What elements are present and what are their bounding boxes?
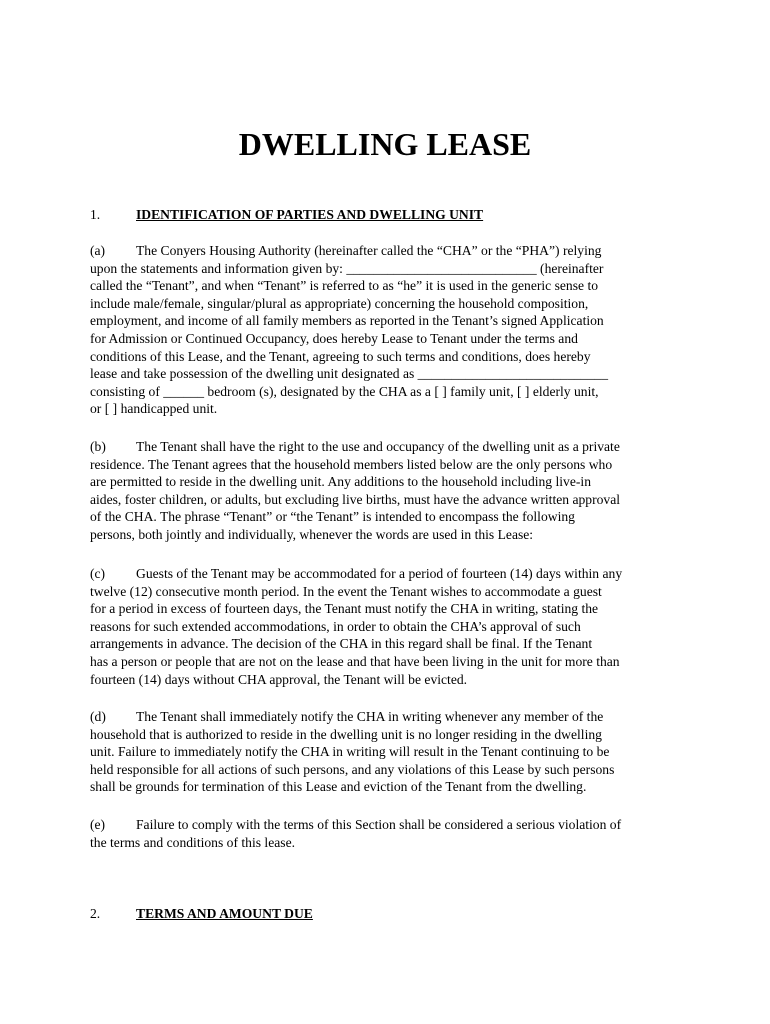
section-2-number: 2. <box>90 906 101 921</box>
paragraph-line: residence. The Tenant agrees that the household members listed below are the only persons who <box>90 456 613 472</box>
paragraph-line: are permitted to reside in the dwelling unit. Any additions to the household including live-in <box>90 474 591 490</box>
paragraph-line: arrangements in advance. The decision of the CHA in this regard shall be final. If the Tenant <box>90 636 593 652</box>
paragraph-line: upon the statements and information given by: ____________________________ (hereinafter <box>90 260 604 276</box>
paragraph-e <box>90 816 690 851</box>
paragraph-line: for Admission or Continued Occupancy, does hereby Lease to Tenant under the terms and <box>90 330 578 346</box>
paragraph-line: held responsible for all actions of such persons, and any violations of this Lease by such persons <box>90 761 615 777</box>
paragraph-line: lease and take possession of the dwelling unit designated as ____________________________ <box>90 366 608 382</box>
paragraph-line: shall be grounds for termination of this Lease and eviction of the Tenant from the dwelling. <box>90 779 587 795</box>
paragraph-line: reasons for such extended accommodations, in order to obtain the CHA’s approval of such <box>90 618 581 634</box>
paragraph-line: include male/female, singular/plural as appropriate) concerning the household composition, <box>90 295 589 311</box>
paragraph-label: (a) <box>90 243 106 258</box>
paragraph-line: employment, and income of all family members as reported in the Tenant’s signed Application <box>90 313 604 329</box>
paragraph-line: has a person or people that are not on the lease and that have been living in the unit for more than <box>90 653 620 669</box>
section-2-title: TERMS AND AMOUNT DUE <box>136 906 313 921</box>
paragraph-label: (c) <box>90 566 106 581</box>
paragraph-line: for a period in excess of fourteen days, the Tenant must notify the CHA in writing, stating the <box>90 601 599 617</box>
section-2-heading <box>90 905 313 923</box>
paragraph-line: The Tenant shall immediately notify the CHA in writing whenever any member of the <box>136 709 604 724</box>
paragraph-b <box>90 438 690 544</box>
paragraph-label: (e) <box>90 817 106 832</box>
paragraph-line: Failure to comply with the terms of this Section shall be considered a serious violation of <box>136 817 622 832</box>
paragraph-line: consisting of ______ bedroom (s), designated by the CHA as a [ ] family unit, [ ] elderly unit, <box>90 383 599 399</box>
paragraph-line: the terms and conditions of this lease. <box>90 834 295 850</box>
paragraph-line: The Tenant shall have the right to the use and occupancy of the dwelling unit as a private <box>136 439 620 454</box>
paragraph-line: household that is authorized to reside in the dwelling unit is no longer residing in the dwelling <box>90 726 602 742</box>
paragraph-c <box>90 565 690 688</box>
paragraph-line: twelve (12) consecutive month period. In the event the Tenant wishes to accommodate a guest <box>90 583 602 599</box>
paragraph-line: aides, foster children, or adults, but excluding live births, must have the advance written approval <box>90 491 621 507</box>
paragraph-line: conditions of this Lease, and the Tenant, agreeing to such terms and conditions, does hereby <box>90 348 591 364</box>
paragraph-line: The Conyers Housing Authority (hereinafter called the “CHA” or the “PHA”) relying <box>136 243 602 258</box>
paragraph-line: called the “Tenant”, and when “Tenant” is referred to as “he” it is used in the generic sense to <box>90 278 599 294</box>
paragraph-line: or [ ] handicapped unit. <box>90 401 218 417</box>
paragraph-label: (b) <box>90 439 106 454</box>
paragraph-line: of the CHA. The phrase “Tenant” or “the Tenant” is intended to encompass the following <box>90 509 575 525</box>
document-title: DWELLING LEASE <box>238 126 532 162</box>
paragraph-line: fourteen (14) days without CHA approval, the Tenant will be evicted. <box>90 671 468 687</box>
paragraph-a <box>90 242 690 418</box>
section-1-number: 1. <box>90 207 101 222</box>
section-1-heading <box>90 206 483 224</box>
section-1-title: IDENTIFICATION OF PARTIES AND DWELLING UNIT <box>136 207 484 222</box>
paragraph-line: persons, both jointly and individually, whenever the words are used in this Lease: <box>90 526 534 542</box>
paragraph-line: Guests of the Tenant may be accommodated for a period of fourteen (14) days within any <box>136 566 623 581</box>
paragraph-d <box>90 708 690 796</box>
paragraph-line: unit. Failure to immediately notify the CHA in writing will result in the Tenant continuing to be <box>90 744 610 760</box>
paragraph-label: (d) <box>90 709 106 724</box>
